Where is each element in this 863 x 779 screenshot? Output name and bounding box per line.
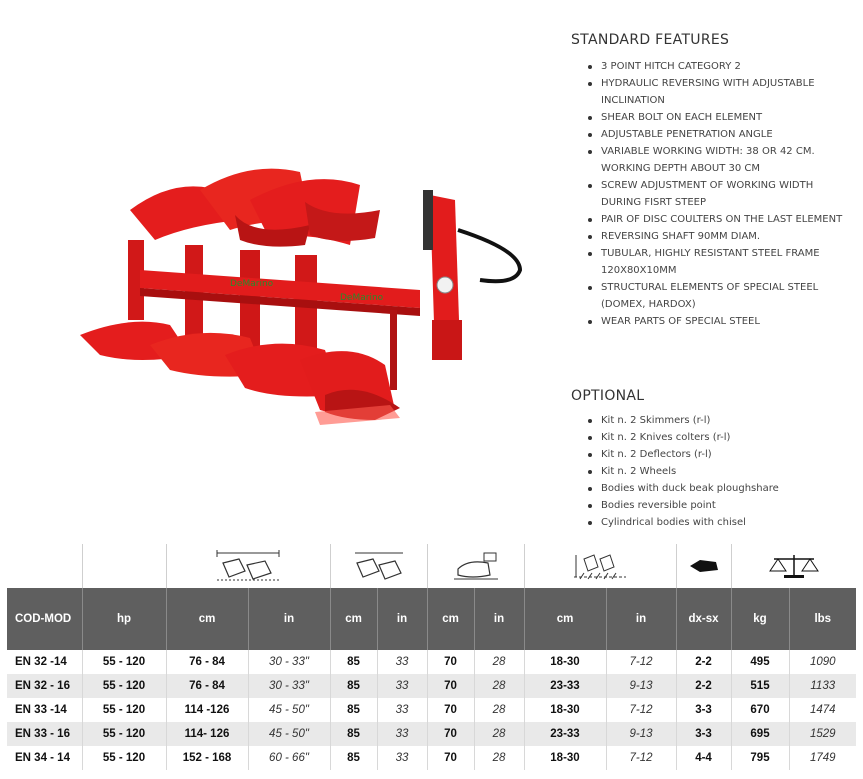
col-body-in: in (377, 588, 427, 650)
col-lbs: lbs (789, 588, 856, 650)
list-item: Kit n. 2 Skimmers (r-l) (571, 412, 851, 429)
brand-label-2: DeMarino (340, 293, 384, 303)
cell-dx-sx: 4-4 (676, 746, 731, 770)
list-item: PAIR OF DISC COULTERS ON THE LAST ELEMENT (571, 211, 851, 228)
icon-spacer (82, 544, 166, 588)
cell-body-cm: 85 (330, 674, 377, 698)
col-width-in: in (248, 588, 330, 650)
cell-model: EN 33 -14 (7, 698, 82, 722)
table-row (7, 746, 856, 770)
cell-lbs: 1749 (789, 746, 856, 770)
col-depth-in: in (606, 588, 676, 650)
cell-width-in: 30 - 33" (248, 650, 330, 674)
col-width-cm: cm (166, 588, 248, 650)
cell-width-cm: 114 -126 (166, 698, 248, 722)
cell-lbs: 1474 (789, 698, 856, 722)
cell-clearance-in: 28 (474, 674, 524, 698)
cell-kg: 795 (731, 746, 789, 770)
cell-depth-in: 9-13 (606, 722, 676, 746)
cell-clearance-cm: 70 (427, 674, 474, 698)
cell-clearance-cm: 70 (427, 650, 474, 674)
cell-model: EN 33 - 16 (7, 722, 82, 746)
cell-hp: 55 - 120 (82, 698, 166, 722)
cell-clearance-in: 28 (474, 722, 524, 746)
cell-body-in: 33 (377, 698, 427, 722)
cell-clearance-cm: 70 (427, 746, 474, 770)
cell-width-cm: 114- 126 (166, 722, 248, 746)
list-item: REVERSING SHAFT 90MM DIAM. (571, 228, 851, 245)
spec-table (7, 544, 856, 770)
optional-title: OPTIONAL (571, 388, 645, 404)
col-body-cm: cm (330, 588, 377, 650)
list-item: STRUCTURAL ELEMENTS OF SPECIAL STEEL (DOMEX, HARDOX) (571, 279, 851, 313)
cell-width-in: 60 - 66" (248, 746, 330, 770)
list-item: 3 POINT HITCH CATEGORY 2 (571, 58, 851, 75)
brand-label: DeMarino (230, 279, 274, 289)
cell-kg: 670 (731, 698, 789, 722)
depth-icon (524, 544, 676, 588)
list-item: VARIABLE WORKING WIDTH: 38 OR 42 CM. WORKING DEPTH ABOUT 30 CM (571, 143, 851, 177)
hitch-icon (676, 544, 731, 588)
cell-dx-sx: 2-2 (676, 674, 731, 698)
cell-hp: 55 - 120 (82, 722, 166, 746)
list-item: Kit n. 2 Wheels (571, 463, 851, 480)
cell-width-in: 45 - 50" (248, 698, 330, 722)
cell-model: EN 32 - 16 (7, 674, 82, 698)
table-row (7, 650, 856, 674)
icon-spacer (7, 544, 82, 588)
col-cod-mod: COD-MOD (7, 588, 82, 650)
cell-width-in: 45 - 50" (248, 722, 330, 746)
cell-depth-cm: 18-30 (524, 650, 606, 674)
list-item: Cylindrical bodies with chisel (571, 514, 851, 531)
list-item: Kit n. 2 Knives colters (r-l) (571, 429, 851, 446)
list-item: SCREW ADJUSTMENT OF WORKING WIDTH DURING FISRT STEEP (571, 177, 851, 211)
cell-body-in: 33 (377, 746, 427, 770)
cell-dx-sx: 3-3 (676, 722, 731, 746)
optional-list (571, 412, 851, 531)
cell-clearance-cm: 70 (427, 722, 474, 746)
col-clearance-in: in (474, 588, 524, 650)
cell-body-cm: 85 (330, 650, 377, 674)
cell-body-in: 33 (377, 674, 427, 698)
cell-kg: 695 (731, 722, 789, 746)
cell-body-in: 33 (377, 650, 427, 674)
cell-lbs: 1133 (789, 674, 856, 698)
standard-features-title: STANDARD FEATURES (571, 32, 730, 48)
cell-model: EN 32 -14 (7, 650, 82, 674)
clearance-icon (427, 544, 524, 588)
working-width-icon (166, 544, 330, 588)
cell-body-cm: 85 (330, 698, 377, 722)
col-dx-sx: dx-sx (676, 588, 731, 650)
cell-clearance-cm: 70 (427, 698, 474, 722)
list-item: Kit n. 2 Deflectors (r-l) (571, 446, 851, 463)
body-width-icon (330, 544, 427, 588)
cell-depth-cm: 18-30 (524, 746, 606, 770)
cell-width-cm: 76 - 84 (166, 650, 248, 674)
cell-depth-cm: 18-30 (524, 698, 606, 722)
cell-model: EN 34 - 14 (7, 746, 82, 770)
list-item: SHEAR BOLT ON EACH ELEMENT (571, 109, 851, 126)
list-item: TUBULAR, HIGHLY RESISTANT STEEL FRAME 120X80X10MM (571, 245, 851, 279)
cell-clearance-in: 28 (474, 650, 524, 674)
cell-hp: 55 - 120 (82, 650, 166, 674)
col-kg: kg (731, 588, 789, 650)
cell-dx-sx: 2-2 (676, 650, 731, 674)
cell-hp: 55 - 120 (82, 674, 166, 698)
cell-clearance-in: 28 (474, 698, 524, 722)
col-clearance-cm: cm (427, 588, 474, 650)
weight-scale-icon (731, 544, 856, 588)
table-row (7, 698, 856, 722)
table-row (7, 722, 856, 746)
cell-kg: 495 (731, 650, 789, 674)
cell-body-in: 33 (377, 722, 427, 746)
cell-depth-in: 7-12 (606, 698, 676, 722)
cell-hp: 55 - 120 (82, 746, 166, 770)
cell-body-cm: 85 (330, 722, 377, 746)
cell-depth-cm: 23-33 (524, 674, 606, 698)
cell-width-cm: 76 - 84 (166, 674, 248, 698)
list-item: Bodies with duck beak ploughshare (571, 480, 851, 497)
table-row (7, 674, 856, 698)
cell-body-cm: 85 (330, 746, 377, 770)
standard-features-list (571, 58, 851, 330)
col-depth-cm: cm (524, 588, 606, 650)
list-item: ADJUSTABLE PENETRATION ANGLE (571, 126, 851, 143)
cell-depth-in: 7-12 (606, 650, 676, 674)
cell-dx-sx: 3-3 (676, 698, 731, 722)
cell-depth-cm: 23-33 (524, 722, 606, 746)
plough-image (60, 150, 560, 440)
cell-width-cm: 152 - 168 (166, 746, 248, 770)
cell-lbs: 1090 (789, 650, 856, 674)
list-item: Bodies reversible point (571, 497, 851, 514)
cell-width-in: 30 - 33" (248, 674, 330, 698)
list-item: HYDRAULIC REVERSING WITH ADJUSTABLE INCLINATION (571, 75, 851, 109)
cell-depth-in: 9-13 (606, 674, 676, 698)
cell-kg: 515 (731, 674, 789, 698)
cell-lbs: 1529 (789, 722, 856, 746)
col-hp: hp (82, 588, 166, 650)
cell-depth-in: 7-12 (606, 746, 676, 770)
list-item: WEAR PARTS OF SPECIAL STEEL (571, 313, 851, 330)
cell-clearance-in: 28 (474, 746, 524, 770)
